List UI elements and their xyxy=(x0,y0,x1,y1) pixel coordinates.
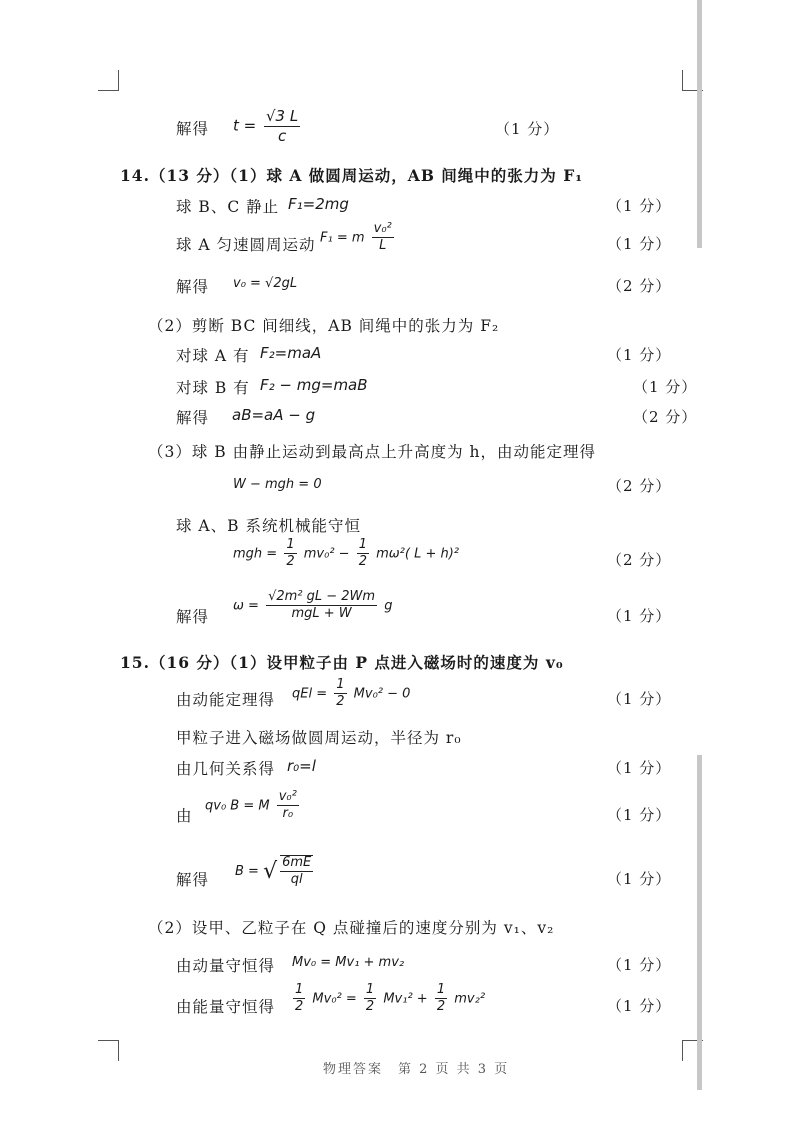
q15-by-eq: qv₀ B = M $\frac{\text{v₀²}}{\text{r₀}}$ xyxy=(205,789,297,822)
q14-part2-row3-score: （2 分） xyxy=(633,408,698,426)
q14-row2-score: （1 分） xyxy=(607,235,672,253)
q15-b-score: （1 分） xyxy=(607,870,672,888)
q15-mom-eq: Mv₀ = Mv₁ + mv₂ xyxy=(292,955,405,970)
q15-row1-label: 由动能定理得 xyxy=(176,691,276,709)
page-footer: 物理答案 第 2 页 共 3 页 xyxy=(323,1062,510,1077)
q14-conserve-text: 球 A、B 系统机械能守恒 xyxy=(176,517,361,535)
q15-header: 15.（16 分）（1）设甲粒子由 P 点进入磁场时的速度为 v₀ xyxy=(120,653,564,672)
q15-b-eq: B = √ $\frac{6mE}{ql}$ xyxy=(235,855,312,888)
q14-row1-eq: F₁=2mg xyxy=(288,195,349,213)
q14-row3-label: 解得 xyxy=(176,278,210,296)
q15-row1-score: （1 分） xyxy=(607,690,672,708)
q15-by-score: （1 分） xyxy=(607,806,672,824)
q15-row1-eq: qEl = $\frac{1}{2}$ Mv₀² − 0 xyxy=(292,677,411,710)
q14-part2-row2-label: 对球 B 有 xyxy=(176,379,250,397)
q14-row2-label: 球 A 匀速圆周运动 xyxy=(176,236,316,254)
q15-energy-score: （1 分） xyxy=(607,997,672,1015)
q14-eq-mgh-score: （2 分） xyxy=(607,551,672,569)
q14-eq-mgh: mgh = $\frac{1}{2}$ mv₀² − $\frac{1}{2}$ mω²( L + h)² xyxy=(233,537,460,570)
q14-part3-header: （3）球 B 由静止运动到最高点上升高度为 h，由动能定理得 xyxy=(148,443,597,461)
q15-energy-label: 由能量守恒得 xyxy=(176,998,276,1016)
q14-part2-row1-score: （1 分） xyxy=(607,346,672,364)
t-fraction xyxy=(264,108,300,144)
q14-row3-eq: v₀ = √2gL xyxy=(233,276,298,291)
q15-by-label: 由 xyxy=(176,807,193,825)
q14-row1-score: （1 分） xyxy=(607,197,672,215)
q14-part2-header: （2）剪断 BC 间细线，AB 间绳中的张力为 F₂ xyxy=(148,317,500,335)
q15-energy-eq: $\frac{1}{2}$ Mv₀² = $\frac{1}{2}$ Mv₁² + $\frac{1}{2}$ mv₂² xyxy=(295,982,486,1015)
q14-row1-label: 球 B、C 静止 xyxy=(176,198,280,216)
q15-geo-label: 由几何关系得 xyxy=(176,760,276,778)
top-solve-label: 解得 xyxy=(176,120,210,138)
q15-geo-eq: r₀=l xyxy=(287,757,316,775)
q15-r0-text: 甲粒子进入磁场做圆周运动，半径为 r₀ xyxy=(176,729,462,747)
corner-mark-bottom-left xyxy=(98,1040,119,1061)
q15-part2-header: （2）设甲、乙粒子在 Q 点碰撞后的速度分别为 v₁、v₂ xyxy=(148,919,555,937)
q14-part2-row1-label: 对球 A 有 xyxy=(176,347,250,365)
t-denominator: c xyxy=(277,126,287,145)
top-score: （1 分） xyxy=(495,120,560,138)
q14-omega-score: （1 分） xyxy=(607,607,672,625)
q14-eq-omega: ω = $\frac{\text{√2m² gL − 2Wm}}{\text{mgL + W}}$ g xyxy=(233,589,393,622)
q14-omega-label: 解得 xyxy=(176,608,210,626)
scrollbar-upper[interactable] xyxy=(697,0,702,248)
t-numerator: √3 L xyxy=(266,107,299,125)
q14-part2-row3-eq: aB=aA − g xyxy=(232,406,316,424)
q14-row2-eq: F₁ = m $\frac{\text{v₀²}}{L}$ xyxy=(320,221,392,254)
q15-mom-label: 由动量守恒得 xyxy=(176,957,276,975)
q15-b-label: 解得 xyxy=(176,871,210,889)
q14-eq-w-score: （2 分） xyxy=(607,477,672,495)
q14-row3-score: （2 分） xyxy=(607,277,672,295)
top-t-equation xyxy=(233,108,303,144)
corner-mark-top-left xyxy=(98,70,119,91)
q15-mom-score: （1 分） xyxy=(607,956,672,974)
t-lhs: t = xyxy=(233,116,257,135)
q14-part2-row2-score: （1 分） xyxy=(633,378,698,396)
q14-part2-row3-label: 解得 xyxy=(176,409,210,427)
q14-header: 14.（13 分）（1）球 A 做圆周运动，AB 间绳中的张力为 F₁ xyxy=(120,166,583,185)
q14-part2-row1-eq: F₂=maA xyxy=(260,344,322,362)
q14-part2-row2-eq: F₂ − mg=maB xyxy=(260,376,368,394)
v0-sq-over-L: $\frac{\text{v₀²}}{L}$ xyxy=(373,221,392,254)
scrollbar-lower[interactable] xyxy=(697,755,702,1090)
q14-eq-w: W − mgh = 0 xyxy=(233,477,322,492)
q15-geo-score: （1 分） xyxy=(607,759,672,777)
